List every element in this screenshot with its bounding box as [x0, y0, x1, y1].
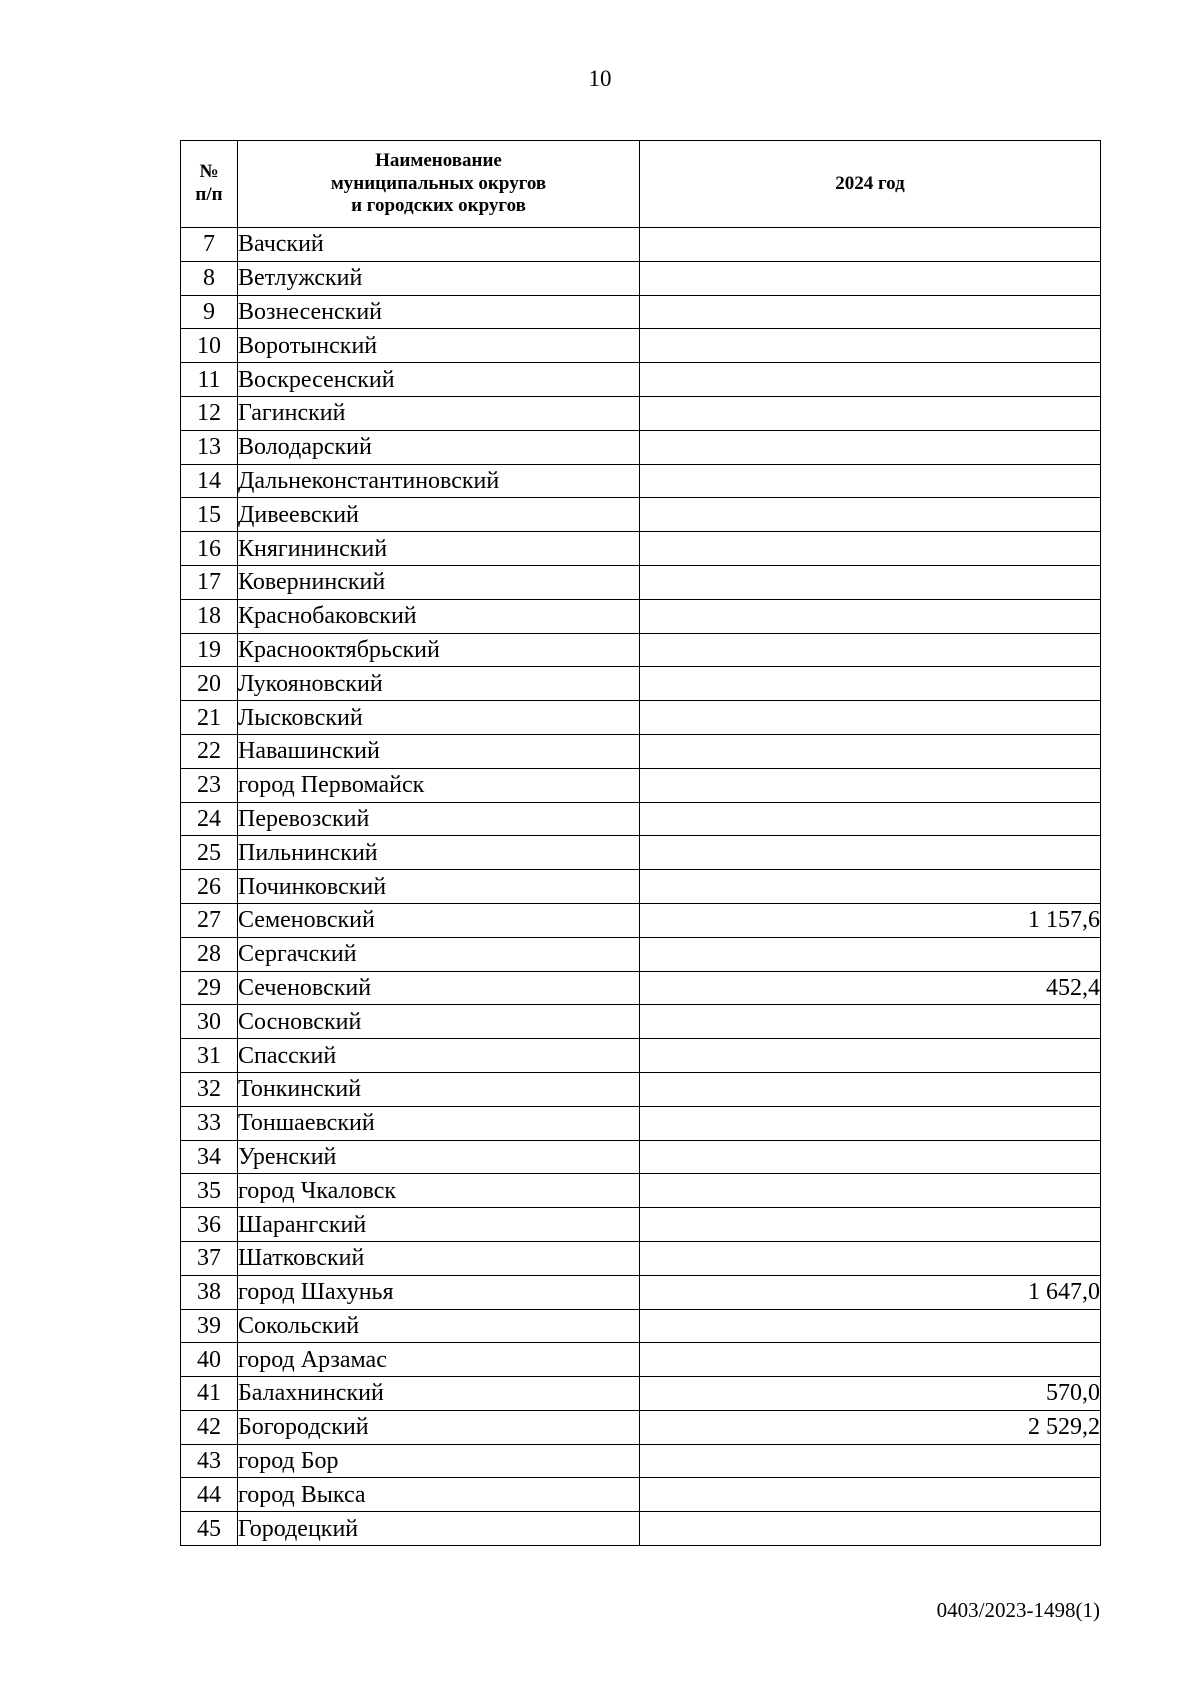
- row-name-cell: Дивеевский: [238, 498, 640, 532]
- header-name: Наименование муниципальных округов и городских округов: [238, 141, 640, 228]
- row-value-cell: [640, 498, 1101, 532]
- row-value-cell: [640, 1174, 1101, 1208]
- row-value-cell: [640, 329, 1101, 363]
- row-value-cell: [640, 768, 1101, 802]
- row-name-cell: Тонкинский: [238, 1072, 640, 1106]
- row-number-cell: 21: [181, 701, 238, 735]
- row-name-cell: город Бор: [238, 1444, 640, 1478]
- table-row: [181, 1174, 1101, 1208]
- row-value-cell: [640, 1039, 1101, 1073]
- table-row: [181, 971, 1101, 1005]
- row-number-cell: 32: [181, 1072, 238, 1106]
- row-value-cell: [640, 1478, 1101, 1512]
- table-header-row: [181, 141, 1101, 228]
- row-number-cell: 42: [181, 1410, 238, 1444]
- row-number-cell: 12: [181, 396, 238, 430]
- row-number-cell: 25: [181, 836, 238, 870]
- table-row: [181, 295, 1101, 329]
- table-row: [181, 937, 1101, 971]
- row-number-cell: 37: [181, 1241, 238, 1275]
- table-row: [181, 363, 1101, 397]
- row-number-cell: 7: [181, 228, 238, 262]
- row-name-cell: Лысковский: [238, 701, 640, 735]
- row-value-cell: [640, 633, 1101, 667]
- row-value-cell: [640, 396, 1101, 430]
- row-number-cell: 26: [181, 870, 238, 904]
- row-value-cell: [640, 1106, 1101, 1140]
- row-name-cell: Краснооктябрьский: [238, 633, 640, 667]
- row-name-cell: Ковернинский: [238, 565, 640, 599]
- row-value-cell: [640, 1343, 1101, 1377]
- row-name-cell: Ветлужский: [238, 261, 640, 295]
- row-number-cell: 22: [181, 734, 238, 768]
- row-value-cell: [640, 532, 1101, 566]
- row-number-cell: 27: [181, 903, 238, 937]
- row-number-cell: 45: [181, 1512, 238, 1546]
- table-row: [181, 430, 1101, 464]
- row-value-cell: [640, 1140, 1101, 1174]
- row-name-cell: Княгининский: [238, 532, 640, 566]
- table-row: [181, 1241, 1101, 1275]
- row-number-cell: 15: [181, 498, 238, 532]
- table-row: [181, 903, 1101, 937]
- row-name-cell: Шатковский: [238, 1241, 640, 1275]
- row-name-cell: Сергачский: [238, 937, 640, 971]
- row-number-cell: 14: [181, 464, 238, 498]
- row-name-cell: Гагинский: [238, 396, 640, 430]
- row-value-cell: [640, 228, 1101, 262]
- row-name-cell: Сосновский: [238, 1005, 640, 1039]
- row-number-cell: 23: [181, 768, 238, 802]
- row-number-cell: 19: [181, 633, 238, 667]
- table-row: [181, 1140, 1101, 1174]
- row-name-cell: Пильнинский: [238, 836, 640, 870]
- table-body: [181, 228, 1101, 1546]
- header-number: № п/п: [181, 141, 238, 228]
- row-number-cell: 16: [181, 532, 238, 566]
- row-name-cell: Вачский: [238, 228, 640, 262]
- table-row: [181, 1478, 1101, 1512]
- table-row: [181, 1377, 1101, 1411]
- row-name-cell: Сокольский: [238, 1309, 640, 1343]
- table-row: [181, 1005, 1101, 1039]
- row-number-cell: 38: [181, 1275, 238, 1309]
- row-number-cell: 9: [181, 295, 238, 329]
- row-value-cell: 1 647,0: [640, 1275, 1101, 1309]
- table-row: [181, 1444, 1101, 1478]
- row-name-cell: Спасский: [238, 1039, 640, 1073]
- data-table: [180, 140, 1101, 1546]
- row-name-cell: Лукояновский: [238, 667, 640, 701]
- row-number-cell: 17: [181, 565, 238, 599]
- row-number-cell: 13: [181, 430, 238, 464]
- row-number-cell: 39: [181, 1309, 238, 1343]
- row-name-cell: город Шахунья: [238, 1275, 640, 1309]
- table-row: [181, 1072, 1101, 1106]
- row-value-cell: [640, 599, 1101, 633]
- table-row: [181, 1410, 1101, 1444]
- table-row: [181, 498, 1101, 532]
- table-row: [181, 836, 1101, 870]
- row-name-cell: Починковский: [238, 870, 640, 904]
- row-name-cell: Володарский: [238, 430, 640, 464]
- row-value-cell: [640, 295, 1101, 329]
- row-number-cell: 31: [181, 1039, 238, 1073]
- row-value-cell: [640, 261, 1101, 295]
- row-value-cell: [640, 430, 1101, 464]
- row-name-cell: город Чкаловск: [238, 1174, 640, 1208]
- row-number-cell: 18: [181, 599, 238, 633]
- row-name-cell: Семеновский: [238, 903, 640, 937]
- row-name-cell: Дальнеконстантиновский: [238, 464, 640, 498]
- table-row: [181, 329, 1101, 363]
- row-value-cell: [640, 836, 1101, 870]
- row-number-cell: 10: [181, 329, 238, 363]
- row-number-cell: 8: [181, 261, 238, 295]
- row-name-cell: Городецкий: [238, 1512, 640, 1546]
- row-value-cell: [640, 1005, 1101, 1039]
- document-code: 0403/2023-1498(1): [936, 1598, 1100, 1622]
- table-row: [181, 1275, 1101, 1309]
- row-value-cell: [640, 870, 1101, 904]
- table-row: [181, 228, 1101, 262]
- table-row: [181, 261, 1101, 295]
- table-row: [181, 701, 1101, 735]
- row-value-cell: [640, 734, 1101, 768]
- table-row: [181, 599, 1101, 633]
- row-number-cell: 34: [181, 1140, 238, 1174]
- row-name-cell: город Арзамас: [238, 1343, 640, 1377]
- row-name-cell: Краснобаковский: [238, 599, 640, 633]
- table-row: [181, 768, 1101, 802]
- table-row: [181, 802, 1101, 836]
- row-name-cell: Тоншаевский: [238, 1106, 640, 1140]
- row-number-cell: 11: [181, 363, 238, 397]
- row-name-cell: город Выкса: [238, 1478, 640, 1512]
- table-row: [181, 1512, 1101, 1546]
- table-row: [181, 1208, 1101, 1242]
- row-name-cell: Сеченовский: [238, 971, 640, 1005]
- table-row: [181, 870, 1101, 904]
- row-value-cell: [640, 701, 1101, 735]
- row-value-cell: [640, 667, 1101, 701]
- row-number-cell: 30: [181, 1005, 238, 1039]
- row-value-cell: [640, 565, 1101, 599]
- row-name-cell: Воротынский: [238, 329, 640, 363]
- row-number-cell: 24: [181, 802, 238, 836]
- table-row: [181, 1039, 1101, 1073]
- row-number-cell: 40: [181, 1343, 238, 1377]
- table-row: [181, 532, 1101, 566]
- row-value-cell: [640, 464, 1101, 498]
- row-value-cell: [640, 937, 1101, 971]
- row-value-cell: [640, 1241, 1101, 1275]
- row-number-cell: 29: [181, 971, 238, 1005]
- table-row: [181, 396, 1101, 430]
- row-value-cell: [640, 363, 1101, 397]
- row-value-cell: 2 529,2: [640, 1410, 1101, 1444]
- table-row: [181, 1309, 1101, 1343]
- row-value-cell: [640, 1512, 1101, 1546]
- row-number-cell: 35: [181, 1174, 238, 1208]
- row-number-cell: 33: [181, 1106, 238, 1140]
- row-name-cell: город Первомайск: [238, 768, 640, 802]
- row-value-cell: [640, 1208, 1101, 1242]
- row-name-cell: Шарангский: [238, 1208, 640, 1242]
- row-name-cell: Навашинский: [238, 734, 640, 768]
- row-name-cell: Перевозский: [238, 802, 640, 836]
- row-name-cell: Уренский: [238, 1140, 640, 1174]
- row-number-cell: 36: [181, 1208, 238, 1242]
- row-number-cell: 43: [181, 1444, 238, 1478]
- table-row: [181, 667, 1101, 701]
- table-row: [181, 1343, 1101, 1377]
- row-value-cell: [640, 802, 1101, 836]
- row-number-cell: 41: [181, 1377, 238, 1411]
- row-name-cell: Балахнинский: [238, 1377, 640, 1411]
- table-row: [181, 1106, 1101, 1140]
- row-value-cell: 570,0: [640, 1377, 1101, 1411]
- row-value-cell: 452,4: [640, 971, 1101, 1005]
- table-row: [181, 464, 1101, 498]
- page-number: 10: [588, 66, 612, 91]
- table-row: [181, 734, 1101, 768]
- row-value-cell: [640, 1072, 1101, 1106]
- table-row: [181, 633, 1101, 667]
- row-number-cell: 20: [181, 667, 238, 701]
- row-value-cell: [640, 1444, 1101, 1478]
- row-value-cell: 1 157,6: [640, 903, 1101, 937]
- row-name-cell: Богородский: [238, 1410, 640, 1444]
- row-number-cell: 28: [181, 937, 238, 971]
- row-name-cell: Воскресенский: [238, 363, 640, 397]
- row-value-cell: [640, 1309, 1101, 1343]
- table-row: [181, 565, 1101, 599]
- row-number-cell: 44: [181, 1478, 238, 1512]
- header-year: 2024 год: [640, 141, 1101, 228]
- row-name-cell: Вознесенский: [238, 295, 640, 329]
